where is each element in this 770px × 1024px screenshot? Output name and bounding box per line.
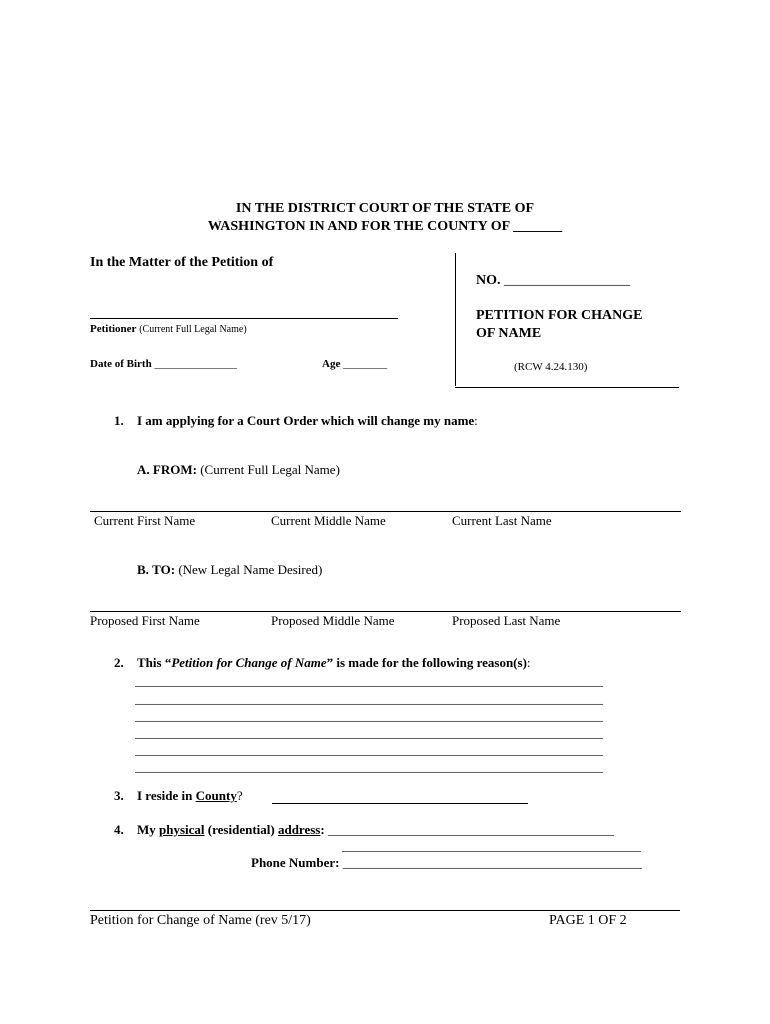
current-last-name-label: Current Last Name <box>452 513 552 528</box>
dob-field <box>90 358 237 370</box>
case-number-label: NO. <box>476 273 501 288</box>
phone-field <box>251 855 642 871</box>
section3-number: 3. <box>114 788 124 803</box>
document-title-line2: OF NAME <box>476 326 542 341</box>
court-heading-line2: WASHINGTON IN AND FOR THE COUNTY OF _______ <box>207 219 563 234</box>
age-blank[interactable]: ________ <box>343 358 388 370</box>
footer-rule <box>90 910 680 911</box>
section2-number: 2. <box>114 655 124 670</box>
section3-text-before: I reside in <box>137 788 196 803</box>
current-middle-name-label: Current Middle Name <box>271 513 386 528</box>
statute-reference: (RCW 4.24.130) <box>514 361 588 373</box>
from-label: FROM: <box>152 462 197 477</box>
section1-number: 1. <box>114 413 124 428</box>
section1-heading <box>137 413 478 429</box>
footer-form-name: Petition for Change of Name (rev 5/17) <box>90 913 311 928</box>
reason-line-5[interactable]: ________________________________________________________________________ <box>135 742 603 757</box>
to-heading <box>137 562 322 578</box>
reason-line-1[interactable]: ________________________________________________________________________ <box>135 673 603 688</box>
dob-blank[interactable]: _______________ <box>154 358 237 370</box>
caption-divider <box>455 253 456 386</box>
dob-label: Date of Birth <box>90 358 152 370</box>
section2-text-after: ” is made for the following reason(s) <box>326 655 527 670</box>
section3-question <box>137 788 243 804</box>
from-hint: (Current Full Legal Name) <box>200 462 340 477</box>
section1-colon: : <box>474 413 478 428</box>
proposed-first-name-label: Proposed First Name <box>90 613 200 628</box>
to-label: TO: <box>152 562 176 577</box>
from-letter: A. <box>137 462 150 477</box>
petitioner-hint: (Current Full Legal Name) <box>139 324 247 335</box>
current-name-line[interactable] <box>90 511 681 512</box>
matter-label: In the Matter of the Petition of <box>90 255 274 270</box>
from-heading <box>137 462 340 478</box>
proposed-middle-name-label: Proposed Middle Name <box>271 613 395 628</box>
phone-blank[interactable]: ______________________________________________ <box>342 855 642 870</box>
petitioner-label: Petitioner <box>90 323 137 335</box>
to-hint: (New Legal Name Desired) <box>178 562 323 577</box>
document-title-line1: PETITION FOR CHANGE <box>476 308 643 323</box>
case-number-blank[interactable]: __________________ <box>504 273 630 288</box>
address-physical: physical <box>159 822 205 837</box>
phone-label: Phone Number: <box>251 855 340 870</box>
county-input-line[interactable] <box>272 803 528 804</box>
address-colon: : <box>320 822 325 837</box>
address-word: address <box>277 822 321 837</box>
reason-line-6[interactable]: ________________________________________________________________________ <box>135 759 603 774</box>
reason-line-2[interactable]: ________________________________________________________________________ <box>135 691 603 706</box>
section2-colon: : <box>526 655 531 670</box>
age-field <box>322 358 387 370</box>
case-number-field <box>476 273 630 289</box>
section2-text-before: This “ <box>137 655 172 670</box>
address-residential: (residential) <box>204 822 278 837</box>
section3-text-after: ? <box>236 788 243 803</box>
court-heading-line1: IN THE DISTRICT COURT OF THE STATE OF <box>235 201 535 216</box>
current-first-name-label: Current First Name <box>94 513 196 528</box>
footer-page-number: PAGE 1 OF 2 <box>549 913 627 928</box>
address-line-1[interactable]: ____________________________________________ <box>327 822 614 837</box>
reason-line-3[interactable]: ________________________________________________________________________ <box>135 708 603 723</box>
section1-text: I am applying for a Court Order which will change my name <box>137 413 475 428</box>
petitioner-label-group <box>90 323 247 335</box>
address-field <box>137 822 614 838</box>
proposed-name-line[interactable] <box>90 611 681 612</box>
petitioner-name-line[interactable] <box>90 318 398 319</box>
reason-line-4[interactable]: ________________________________________________________________________ <box>135 725 603 740</box>
address-line-2[interactable]: ______________________________________________ <box>342 838 641 853</box>
section2-text-italic: Petition for Change of Name <box>171 655 327 670</box>
to-letter: B. <box>137 562 149 577</box>
county-link: County <box>195 788 237 803</box>
section4-number: 4. <box>114 822 124 837</box>
age-label: Age <box>322 358 341 370</box>
address-my: My <box>137 822 160 837</box>
caption-bottom-rule <box>455 387 679 388</box>
section2-heading <box>137 655 531 671</box>
proposed-last-name-label: Proposed Last Name <box>452 613 561 628</box>
